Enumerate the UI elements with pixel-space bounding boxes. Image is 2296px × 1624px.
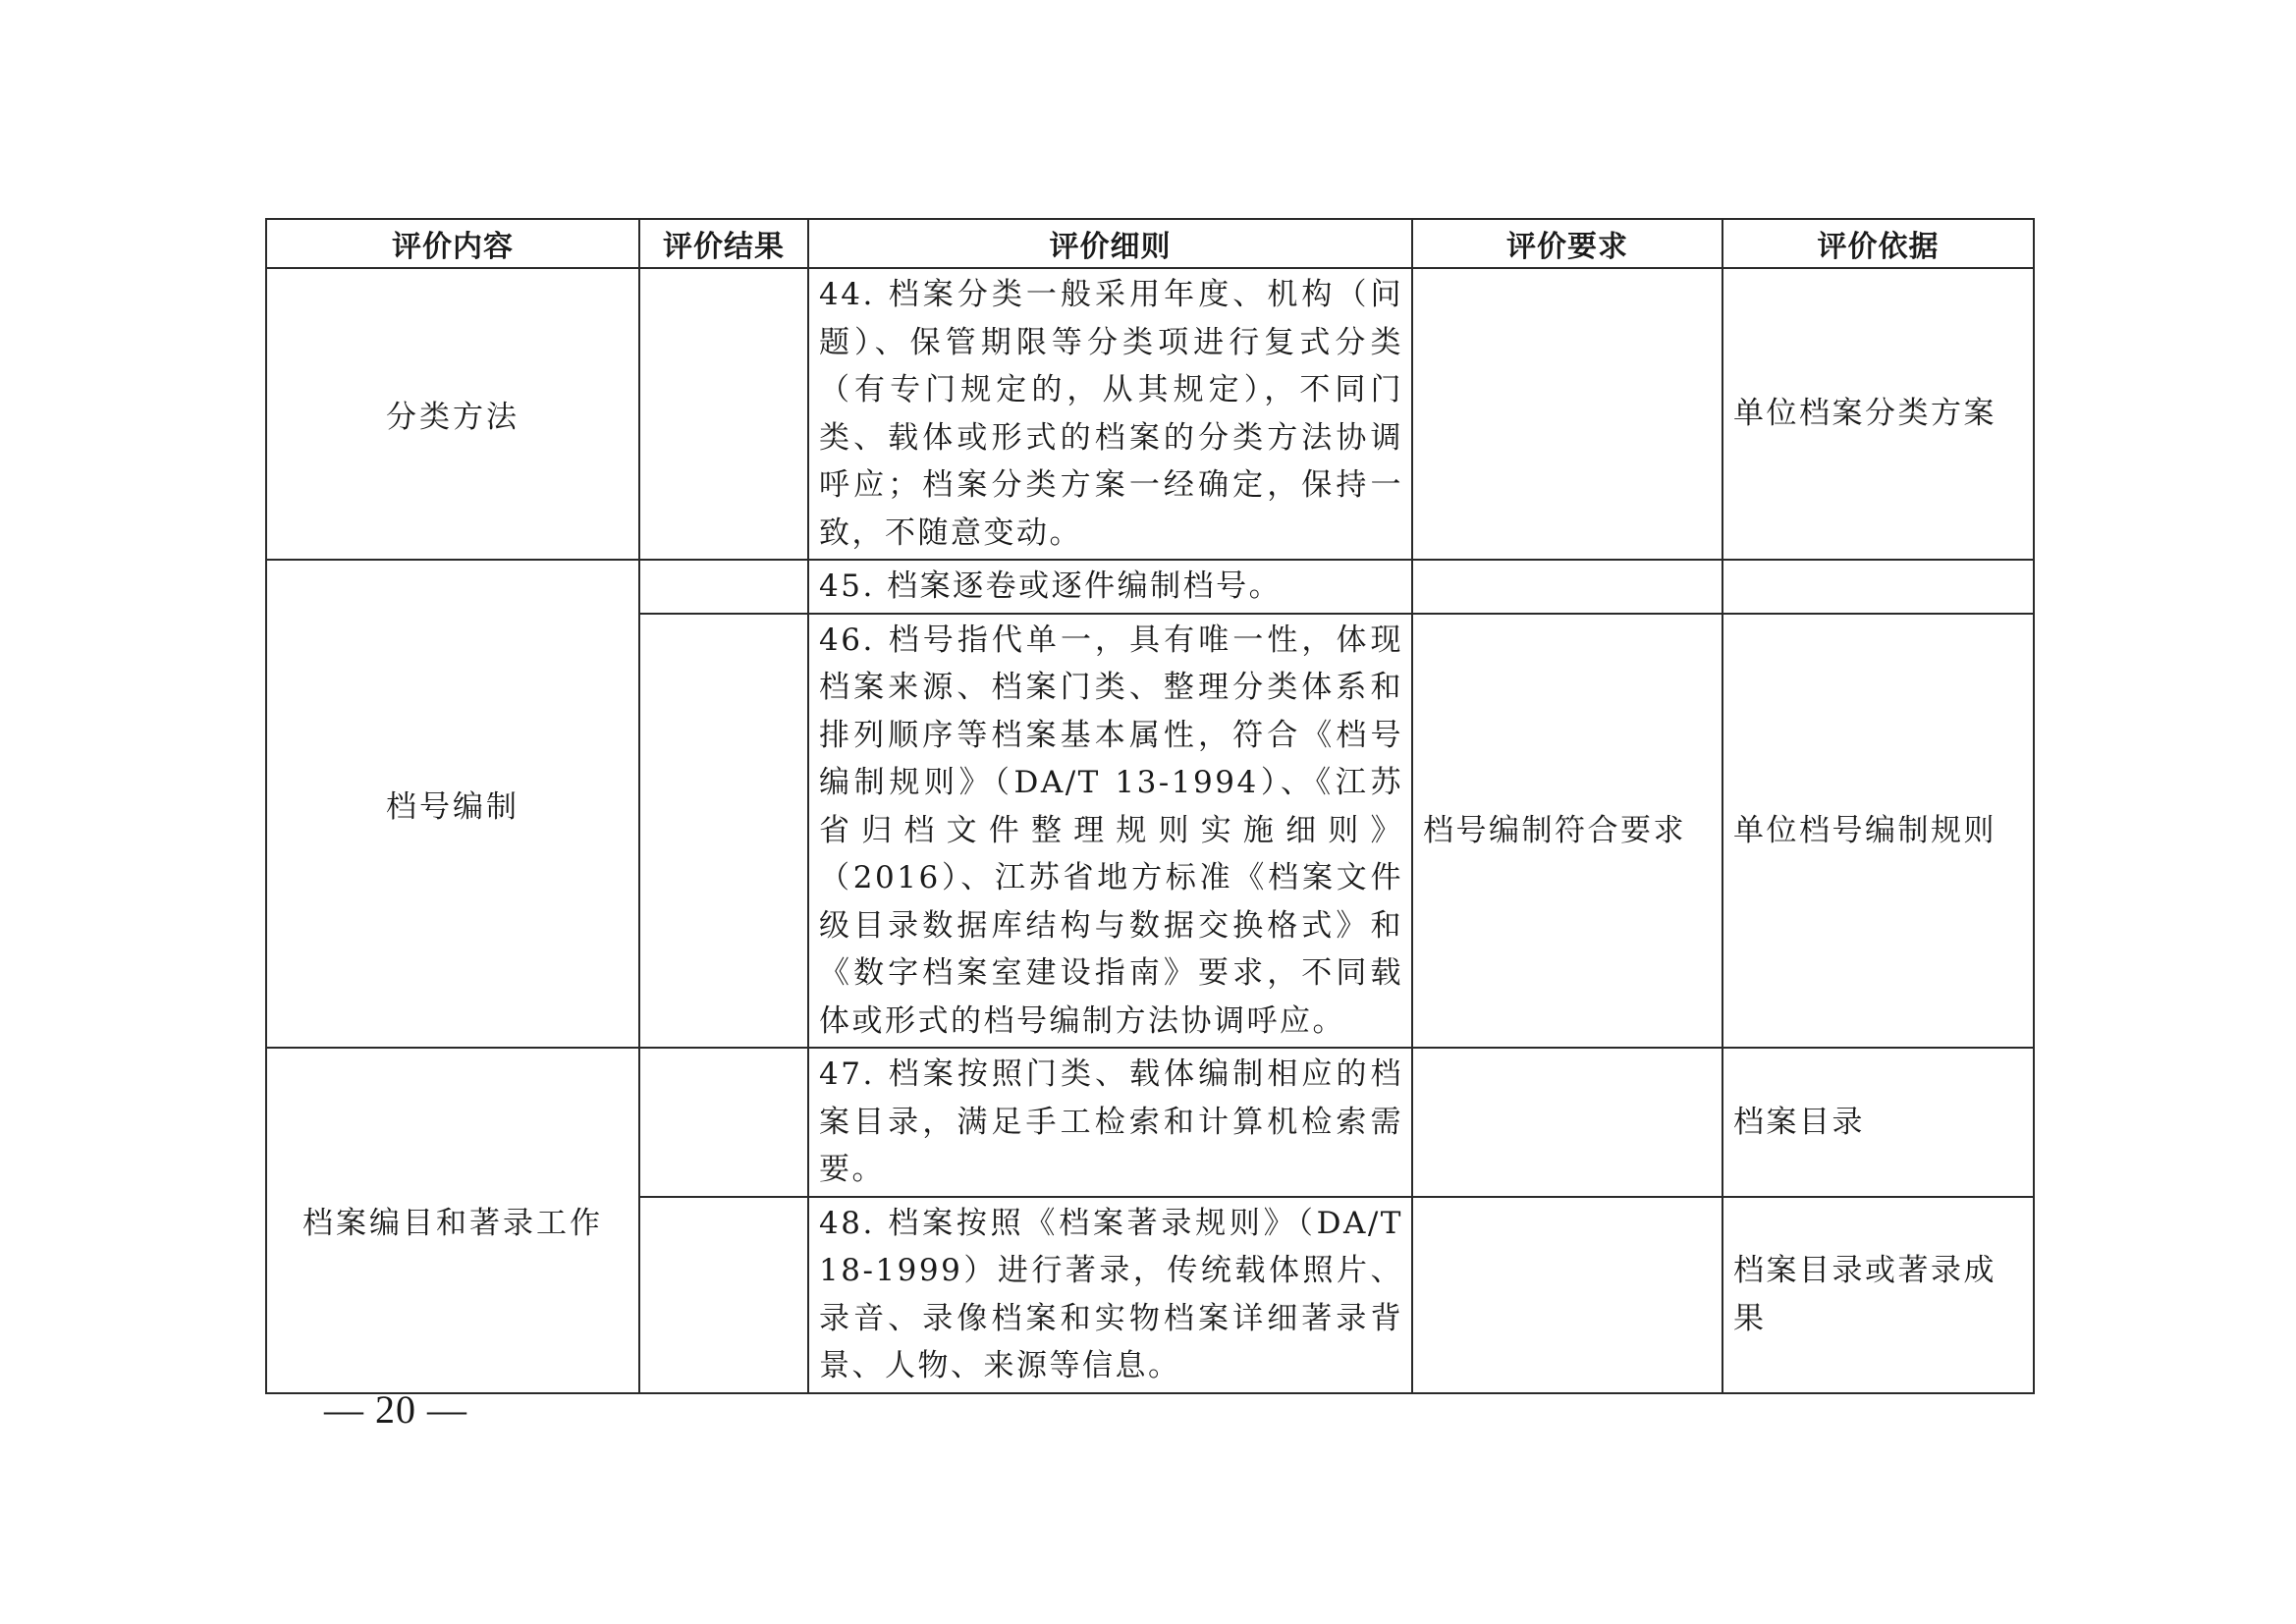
evaluation-table [265,218,2035,1394]
header-result: 评价结果 [639,219,808,268]
detail-cell: 48. 档案按照《档案著录规则》（DA/T 18-1999）进行著录，传统载体照片、录音、录像档案和实物档案详细著录背景、人物、来源等信息。 [808,1197,1412,1393]
basis-cell [1722,560,2034,614]
table-row [266,1048,2034,1197]
category-cell: 档号编制 [266,560,639,1048]
result-cell [639,268,808,560]
requirement-cell [1412,1197,1722,1393]
requirement-cell [1412,1048,1722,1197]
result-cell [639,1197,808,1393]
category-cell: 分类方法 [266,268,639,560]
header-detail: 评价细则 [808,219,1412,268]
table-row [266,560,2034,614]
table-row [266,268,2034,560]
basis-cell: 档案目录或著录成果 [1722,1197,2034,1393]
detail-cell: 46. 档号指代单一，具有唯一性，体现档案来源、档案门类、整理分类体系和排列顺序等档案基本属性，符合《档号编制规则》（DA/T 13-1994）、《江苏省归档文件整理规则实施细则》（2016）、江苏省地方标准《档案文件级目录数据库结构与数据交换格式》和《数字档案室建设指南》要求，不同载体或形式的档号编制方法协调呼应。 [808,614,1412,1049]
detail-cell: 45. 档案逐卷或逐件编制档号。 [808,560,1412,614]
header-basis: 评价依据 [1722,219,2034,268]
header-requirement: 评价要求 [1412,219,1722,268]
table-header-row [266,219,2034,268]
category-cell: 档案编目和著录工作 [266,1048,639,1393]
header-content: 评价内容 [266,219,639,268]
requirement-cell: 档号编制符合要求 [1412,614,1722,1049]
detail-cell: 44. 档案分类一般采用年度、机构（问题）、保管期限等分类项进行复式分类（有专门规定的，从其规定），不同门类、载体或形式的档案的分类方法协调呼应；档案分类方案一经确定，保持一致，不随意变动。 [808,268,1412,560]
result-cell [639,614,808,1049]
requirement-cell [1412,560,1722,614]
basis-cell: 单位档案分类方案 [1722,268,2034,560]
basis-cell: 单位档号编制规则 [1722,614,2034,1049]
detail-cell: 47. 档案按照门类、载体编制相应的档案目录，满足手工检索和计算机检索需要。 [808,1048,1412,1197]
requirement-cell [1412,268,1722,560]
result-cell [639,1048,808,1197]
result-cell [639,560,808,614]
basis-cell: 档案目录 [1722,1048,2034,1197]
page-number: — 20 — [324,1387,467,1432]
